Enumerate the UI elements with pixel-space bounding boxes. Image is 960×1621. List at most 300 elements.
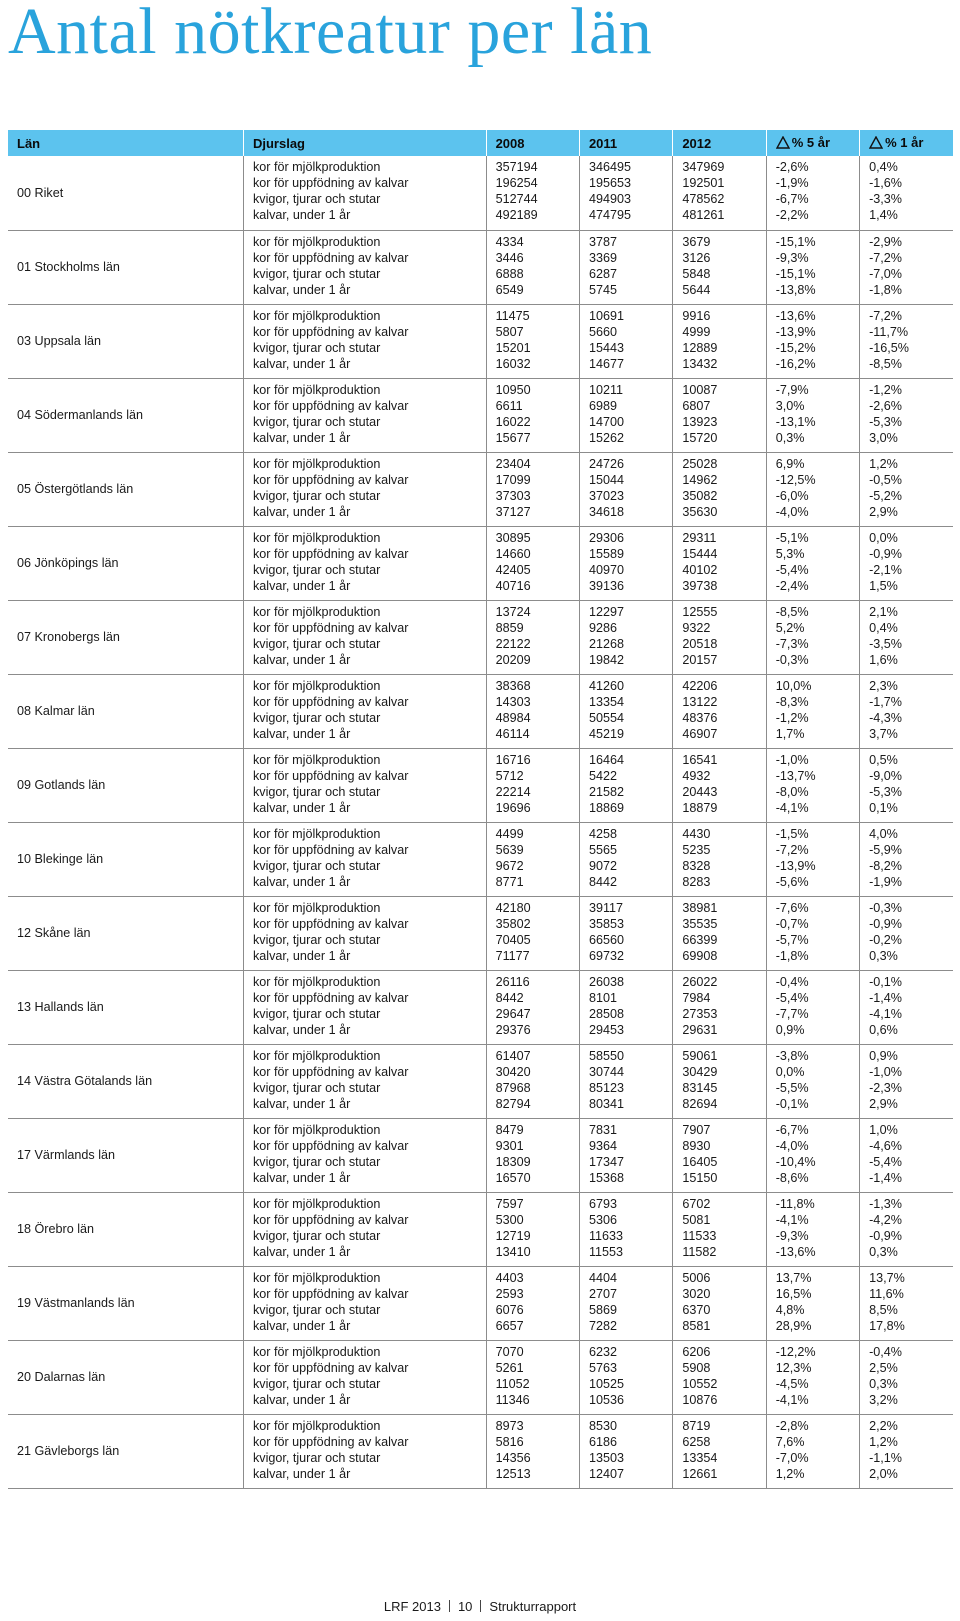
cell-change-1-year-line: -7,2% [869,308,902,323]
cell-change-5-years-line: -2,6% [775,160,809,174]
table-row [8,748,953,822]
cell-2008-line: 2593 [495,1286,524,1301]
cell-2011-line: 4258 [588,826,617,841]
table-row [8,156,953,230]
cell-2012-line: 13432 [682,356,718,371]
cell-change-5-years-line: -5,7% [775,932,809,947]
cell-2008-line: 12513 [495,1466,531,1481]
cell-change-5-years-line: -0,3% [775,652,809,667]
cell-2008-line: 5300 [495,1212,524,1227]
cell-change-5-years-line: -1,8% [775,948,809,963]
cell-2008-line: 512744 [495,192,538,206]
cell-djurslag-line: kor för mjölkproduktion [252,752,381,767]
cell-change-5-years-line: 13,7% [775,1270,812,1285]
cell-djurslag-line: kor för mjölkproduktion [252,308,381,323]
cell-2011-line: 21582 [588,784,624,799]
cell-2012-line: 12661 [682,1466,718,1481]
cell-djurslag [243,896,486,970]
cell-change-1-year [860,1118,953,1192]
cell-change-1-year-line: -1,4% [869,1170,902,1185]
cell-2008-line: 87968 [495,1080,531,1095]
cell-djurslag-line: kalvar, under 1 år [252,504,351,519]
cell-2012-line: 192501 [682,176,725,190]
cell-2008-line: 6888 [495,266,524,281]
cell-2008-line: 19696 [495,800,531,815]
cell-2012-line: 39738 [682,578,718,593]
cell-change-1-year-line: -0,9% [869,1228,902,1243]
cell-change-5-years-line: -15,1% [775,266,816,281]
cell-2011-line: 6989 [588,398,617,413]
cell-2011-line: 15368 [588,1170,624,1185]
cell-2012-line: 27353 [682,1006,718,1021]
cell-change-5-years [766,748,859,822]
cell-change-5-years [766,378,859,452]
cell-2012-line: 6702 [682,1196,711,1211]
cell-djurslag-line: kvigor, tjurar och stutar [252,1080,381,1095]
cell-change-1-year-line: -11,7% [869,324,909,339]
cell-2011-line: 10691 [588,308,624,323]
cell-2012-line: 9322 [682,620,711,635]
cell-djurslag [243,526,486,600]
cell-2008-line: 20209 [495,652,531,667]
cell-2008-line: 5639 [495,842,524,857]
cell-lan: 05 Östergötlands län [17,482,134,496]
cell-djurslag-line: kalvar, under 1 år [252,652,351,667]
cell-djurslag-line: kor för uppfödning av kalvar [252,1360,409,1375]
cell-2012 [673,452,766,526]
cell-2008-line: 26116 [495,974,530,989]
cell-change-1-year [860,674,953,748]
cell-change-1-year-line: -0,1% [869,974,902,989]
cell-2008-line: 16570 [495,1170,531,1185]
cell-2008-line: 23404 [495,456,531,471]
cell-2011-line: 9364 [588,1138,617,1153]
cell-2011-line: 5565 [588,842,617,857]
cell-2011 [579,1414,672,1488]
cell-2012-line: 347969 [682,160,725,174]
cell-2008-line: 11346 [495,1392,530,1407]
cell-change-1-year-line: 3,0% [869,430,898,445]
cell-djurslag-line: kor för mjölkproduktion [252,1196,381,1211]
cell-change-1-year-line: -8,2% [869,858,902,873]
cell-2008-line: 8771 [495,874,524,889]
cell-change-1-year-line: 0,4% [869,620,898,635]
cell-change-5-years [766,1118,859,1192]
cell-2008-line: 46114 [495,726,530,741]
cell-2008-line: 6657 [495,1318,524,1333]
cell-2011 [579,600,672,674]
cell-2012-line: 8283 [682,874,711,889]
cell-2011-line: 5306 [588,1212,617,1227]
cell-change-5-years-line: -2,2% [775,208,809,222]
cell-2012-line: 6807 [682,398,711,413]
cell-djurslag-line: kor för mjölkproduktion [252,1418,381,1433]
cell-djurslag-line: kvigor, tjurar och stutar [252,1302,381,1317]
table-row [8,896,953,970]
cell-djurslag-line: kalvar, under 1 år [252,874,351,889]
cell-change-1-year [860,378,953,452]
cell-djurslag-line: kor för uppfödning av kalvar [252,916,409,931]
page-title: Antal nötkreatur per län [8,0,653,68]
cell-2008-line: 8442 [495,990,524,1005]
cell-change-5-years-line: 12,3% [775,1360,812,1375]
cell-2012 [673,1044,766,1118]
cell-change-1-year-line: 0,3% [869,1376,898,1391]
cell-2008 [486,156,579,230]
cell-change-5-years-line: -13,8% [775,282,816,297]
cell-change-1-year-line: -0,9% [869,546,902,561]
cell-change-5-years-line: -5,5% [775,1080,809,1095]
cell-djurslag-line: kvigor, tjurar och stutar [252,192,381,206]
cell-2008 [486,1192,579,1266]
cell-change-5-years [766,896,859,970]
cell-2008-line: 7070 [495,1344,524,1359]
cell-change-1-year [860,526,953,600]
cell-2012-line: 8719 [682,1418,711,1433]
cell-djurslag-line: kor för uppfödning av kalvar [252,546,409,561]
cell-2012-line: 481261 [682,208,725,222]
cell-2008-line: 7597 [495,1196,524,1211]
cell-2011-line: 15589 [588,546,624,561]
cell-2008 [486,304,579,378]
cell-change-5-years-line: -13,1% [775,414,816,429]
cell-lan: 13 Hallands län [17,1000,104,1014]
cell-djurslag-line: kor för uppfödning av kalvar [252,1138,409,1153]
cell-2012-line: 20518 [682,636,718,651]
header-change-1-year [860,130,953,156]
cell-djurslag [243,452,486,526]
cell-2008-line: 29647 [495,1006,531,1021]
cell-change-1-year-line: 0,4% [869,160,898,174]
cell-2012-line: 69908 [682,948,718,963]
cell-change-5-years [766,1340,859,1414]
cell-2008-line: 6611 [495,398,523,413]
cell-change-1-year-line: -0,9% [869,916,902,931]
cell-change-1-year-line: -4,3% [869,710,902,725]
cell-change-1-year [860,600,953,674]
cell-change-5-years [766,822,859,896]
cell-change-5-years-line: -1,5% [775,826,809,841]
cell-djurslag-line: kor för uppfödning av kalvar [252,398,409,413]
cell-2011-line: 3787 [588,234,617,249]
cell-2008 [486,452,579,526]
cell-change-5-years-line: 0,9% [775,1022,805,1037]
footer-separator [480,1600,481,1612]
table-body [8,156,953,1488]
cell-change-5-years-line: -11,8% [775,1196,815,1211]
cell-change-1-year-line: -5,3% [869,784,902,799]
cell-change-5-years-line: -5,4% [775,562,809,577]
cell-djurslag-line: kor för mjölkproduktion [252,1344,381,1359]
cell-lan: 00 Riket [17,185,64,200]
cell-change-1-year-line: 0,5% [869,752,898,767]
cell-lan: 14 Västra Götalands län [17,1074,153,1088]
cell-2011-line: 37023 [588,488,624,503]
cell-2008-line: 15201 [495,340,531,355]
cell-djurslag [243,230,486,304]
cell-2012-line: 16405 [682,1154,718,1169]
cell-2011-line: 40970 [588,562,624,577]
cell-change-1-year [860,748,953,822]
cell-2008-line: 12719 [495,1228,531,1243]
cell-djurslag-line: kor för mjölkproduktion [252,382,381,397]
header-2011: 2011 [579,130,672,156]
cell-2008-line: 42180 [495,900,531,915]
cell-change-1-year-line: -2,9% [869,234,902,249]
cell-lan: 17 Värmlands län [17,1148,116,1162]
cell-2011-line: 6793 [588,1196,617,1211]
header-djurslag: Djurslag [243,130,486,156]
cell-2008-line: 37303 [495,488,531,503]
cell-2012-line: 5235 [682,842,711,857]
cell-2012-line: 15720 [682,430,718,445]
table-row [8,526,953,600]
cell-2008-line: 5816 [495,1434,524,1449]
cell-change-5-years [766,526,859,600]
cell-change-1-year-line: -1,8% [869,282,902,297]
cell-2012-line: 13122 [682,694,718,709]
cell-djurslag-line: kvigor, tjurar och stutar [252,1154,381,1169]
cell-change-5-years-line: -12,2% [775,1344,816,1359]
cell-2012-line: 6206 [682,1344,711,1359]
cell-2011-line: 13354 [588,694,624,709]
cell-2011-line: 7282 [588,1318,617,1333]
cell-change-5-years-line: 1,2% [775,1466,805,1481]
cell-change-1-year-line: 0,9% [869,1048,898,1063]
cell-change-5-years-line: -4,0% [775,504,809,519]
cell-change-1-year-line: -0,3% [869,900,902,915]
cell-change-1-year-line: -0,4% [869,1344,902,1359]
cell-change-1-year-line: 0,1% [869,800,898,815]
cell-change-1-year [860,1340,953,1414]
cell-djurslag-line: kalvar, under 1 år [252,1170,351,1185]
cell-change-1-year-line: 1,2% [869,1434,898,1449]
cell-djurslag-line: kalvar, under 1 år [252,356,351,371]
header-change-5-years-label: % 5 år [791,134,831,150]
cell-2011-line: 9286 [588,620,617,635]
cell-2011-line: 39136 [588,578,624,593]
cell-2012-line: 30429 [682,1064,718,1079]
cell-2011-line: 35853 [588,916,624,931]
cell-change-1-year-line: 2,3% [869,678,898,693]
cell-2011-line: 474795 [588,208,631,222]
cell-2008-line: 16022 [495,414,531,429]
cell-2011-line: 2707 [588,1286,617,1301]
cell-lan: 20 Dalarnas län [17,1370,106,1384]
cell-2008-line: 196254 [495,176,538,190]
cell-2008-line: 82794 [495,1096,531,1111]
cell-lan: 04 Södermanlands län [17,408,144,422]
cell-change-5-years-line: -7,7% [775,1006,809,1021]
cell-2011-line: 6287 [588,266,617,281]
cell-change-5-years-line: -8,0% [775,784,809,799]
cell-2008-line: 5261 [495,1360,524,1375]
cell-change-5-years-line: -0,7% [775,916,809,931]
cell-2008-line: 30420 [495,1064,531,1079]
cell-2011-line: 5660 [588,324,617,339]
cell-change-5-years [766,1266,859,1340]
cell-2012 [673,156,766,230]
cell-2012-line: 5908 [682,1360,711,1375]
cell-djurslag [243,1192,486,1266]
cell-change-5-years-line: -13,6% [775,308,816,323]
footer-page-number: 10 [457,1599,473,1614]
cell-change-5-years-line: -6,7% [775,1122,809,1137]
cell-2008 [486,748,579,822]
table-row [8,674,953,748]
cell-2008-line: 4499 [495,826,524,841]
cell-change-5-years-line: -0,4% [775,974,809,989]
cell-2011-line: 346495 [588,160,631,174]
cell-change-1-year-line: 3,7% [869,726,898,741]
footer-separator [449,1600,450,1612]
table-row [8,1414,953,1488]
cell-change-5-years-line: -1,9% [775,176,809,190]
cell-2012-line: 13923 [682,414,718,429]
cell-change-1-year-line: -1,3% [869,1196,902,1211]
cell-change-5-years [766,304,859,378]
cell-2012-line: 5644 [682,282,711,297]
cell-djurslag [243,970,486,1044]
cell-change-1-year-line: -1,4% [869,990,902,1005]
cell-djurslag-line: kvigor, tjurar och stutar [252,858,381,873]
cell-lan: 21 Gävleborgs län [17,1444,120,1458]
cell-2012-line: 66399 [682,932,718,947]
cell-2008-line: 9301 [495,1138,524,1153]
cell-change-1-year [860,896,953,970]
cell-change-5-years-line: -4,1% [775,800,809,815]
cell-2011-line: 5745 [588,282,617,297]
cell-2012 [673,1266,766,1340]
cell-change-1-year-line: -4,2% [869,1212,902,1227]
cell-change-1-year-line: 2,1% [869,604,898,619]
cell-2012 [673,230,766,304]
cell-2012-line: 35630 [682,504,718,519]
cell-change-5-years [766,1044,859,1118]
cell-2008-line: 6076 [495,1302,524,1317]
cell-2011-line: 29453 [588,1022,624,1037]
cell-2012-line: 35535 [682,916,718,931]
cell-change-1-year-line: 1,2% [869,456,898,471]
cell-change-1-year-line: -9,0% [869,768,902,783]
cell-2012-line: 82694 [682,1096,718,1111]
cell-djurslag-line: kalvar, under 1 år [252,578,351,593]
cell-2012-line: 15150 [682,1170,718,1185]
cell-djurslag-line: kvigor, tjurar och stutar [252,932,381,947]
cell-change-5-years-line: -5,4% [775,990,809,1005]
cell-change-5-years-line: 4,8% [775,1302,805,1317]
cell-2012 [673,1118,766,1192]
cell-2008-line: 5712 [495,768,524,783]
cell-change-5-years-line: -13,7% [775,768,816,783]
cell-djurslag-line: kor för uppfödning av kalvar [252,1434,409,1449]
cell-change-5-years-line: -5,6% [775,874,809,889]
cell-djurslag-line: kor för mjölkproduktion [252,1270,381,1285]
table-row [8,1266,953,1340]
cell-2008-line: 70405 [495,932,531,947]
cell-2011 [579,526,672,600]
cell-change-5-years-line: -16,2% [775,356,816,371]
cell-2008-line: 11052 [495,1376,530,1391]
cell-2008 [486,674,579,748]
cell-lan: 01 Stockholms län [17,260,120,274]
cell-2011-line: 85123 [588,1080,624,1095]
cell-change-1-year-line: 3,2% [869,1392,898,1407]
cell-2011-line: 34618 [588,504,624,519]
cell-change-1-year-line: -0,2% [869,932,902,947]
cell-lan: 18 Örebro län [17,1222,95,1236]
cell-2012-line: 4999 [682,324,711,339]
cell-2008 [486,1414,579,1488]
cell-2012 [673,526,766,600]
cell-change-1-year-line: -1,1% [869,1450,902,1465]
cell-2011 [579,748,672,822]
cell-change-5-years-line: 16,5% [775,1286,812,1301]
cell-djurslag-line: kvigor, tjurar och stutar [252,414,381,429]
cell-change-1-year-line: -7,2% [869,250,902,265]
cell-djurslag-line: kvigor, tjurar och stutar [252,1228,381,1243]
cell-2011 [579,674,672,748]
cell-2012 [673,1192,766,1266]
cell-change-1-year-line: -5,4% [869,1154,902,1169]
cell-change-5-years-line: -13,9% [775,858,816,873]
cell-change-1-year-line: -5,2% [869,488,902,503]
cell-djurslag-line: kalvar, under 1 år [252,1392,351,1407]
cell-2012 [673,304,766,378]
cell-djurslag-line: kvigor, tjurar och stutar [252,562,381,577]
cell-2011 [579,156,672,230]
cell-2012-line: 38981 [682,900,718,915]
cell-change-1-year-line: -1,0% [869,1064,902,1079]
cell-change-5-years-line: -3,8% [775,1048,809,1063]
cell-2008 [486,1266,579,1340]
cell-change-1-year-line: 11,6% [869,1286,904,1301]
cell-change-5-years [766,1414,859,1488]
delta-triangle-icon [776,136,790,152]
cell-2011-line: 9072 [588,858,617,873]
cell-2011-line: 11633 [588,1228,624,1243]
cell-djurslag-line: kvigor, tjurar och stutar [252,1006,381,1021]
cell-2008-line: 13410 [495,1244,531,1259]
cell-djurslag-line: kalvar, under 1 år [252,800,351,815]
cell-change-1-year-line: -1,9% [869,874,902,889]
cell-djurslag-line: kor för uppfödning av kalvar [252,620,409,635]
cell-change-1-year-line: -7,0% [869,266,902,281]
cell-2008-line: 18309 [495,1154,531,1169]
cell-djurslag-line: kalvar, under 1 år [252,1244,351,1259]
cell-2012-line: 5848 [682,266,711,281]
cell-2008 [486,970,579,1044]
cell-2008 [486,526,579,600]
cell-2008-line: 5807 [495,324,524,339]
cell-lan: 06 Jönköpings län [17,556,119,570]
cell-2011-line: 19842 [588,652,624,667]
cell-2011-line: 30744 [588,1064,624,1079]
cell-change-5-years-line: 5,2% [775,620,805,635]
cell-change-5-years-line: 6,9% [775,456,805,471]
table-row [8,378,953,452]
cell-djurslag-line: kor för uppfödning av kalvar [252,842,409,857]
cell-lan: 19 Västmanlands län [17,1296,135,1310]
cell-djurslag-line: kvigor, tjurar och stutar [252,1376,381,1391]
cell-2011-line: 15443 [588,340,624,355]
cell-djurslag [243,674,486,748]
cell-djurslag-line: kor för mjölkproduktion [252,826,381,841]
cell-change-5-years-line: -6,7% [775,192,809,206]
cell-change-5-years-line: -2,8% [775,1418,809,1433]
cell-lan: 08 Kalmar län [17,704,95,718]
cell-change-5-years [766,970,859,1044]
